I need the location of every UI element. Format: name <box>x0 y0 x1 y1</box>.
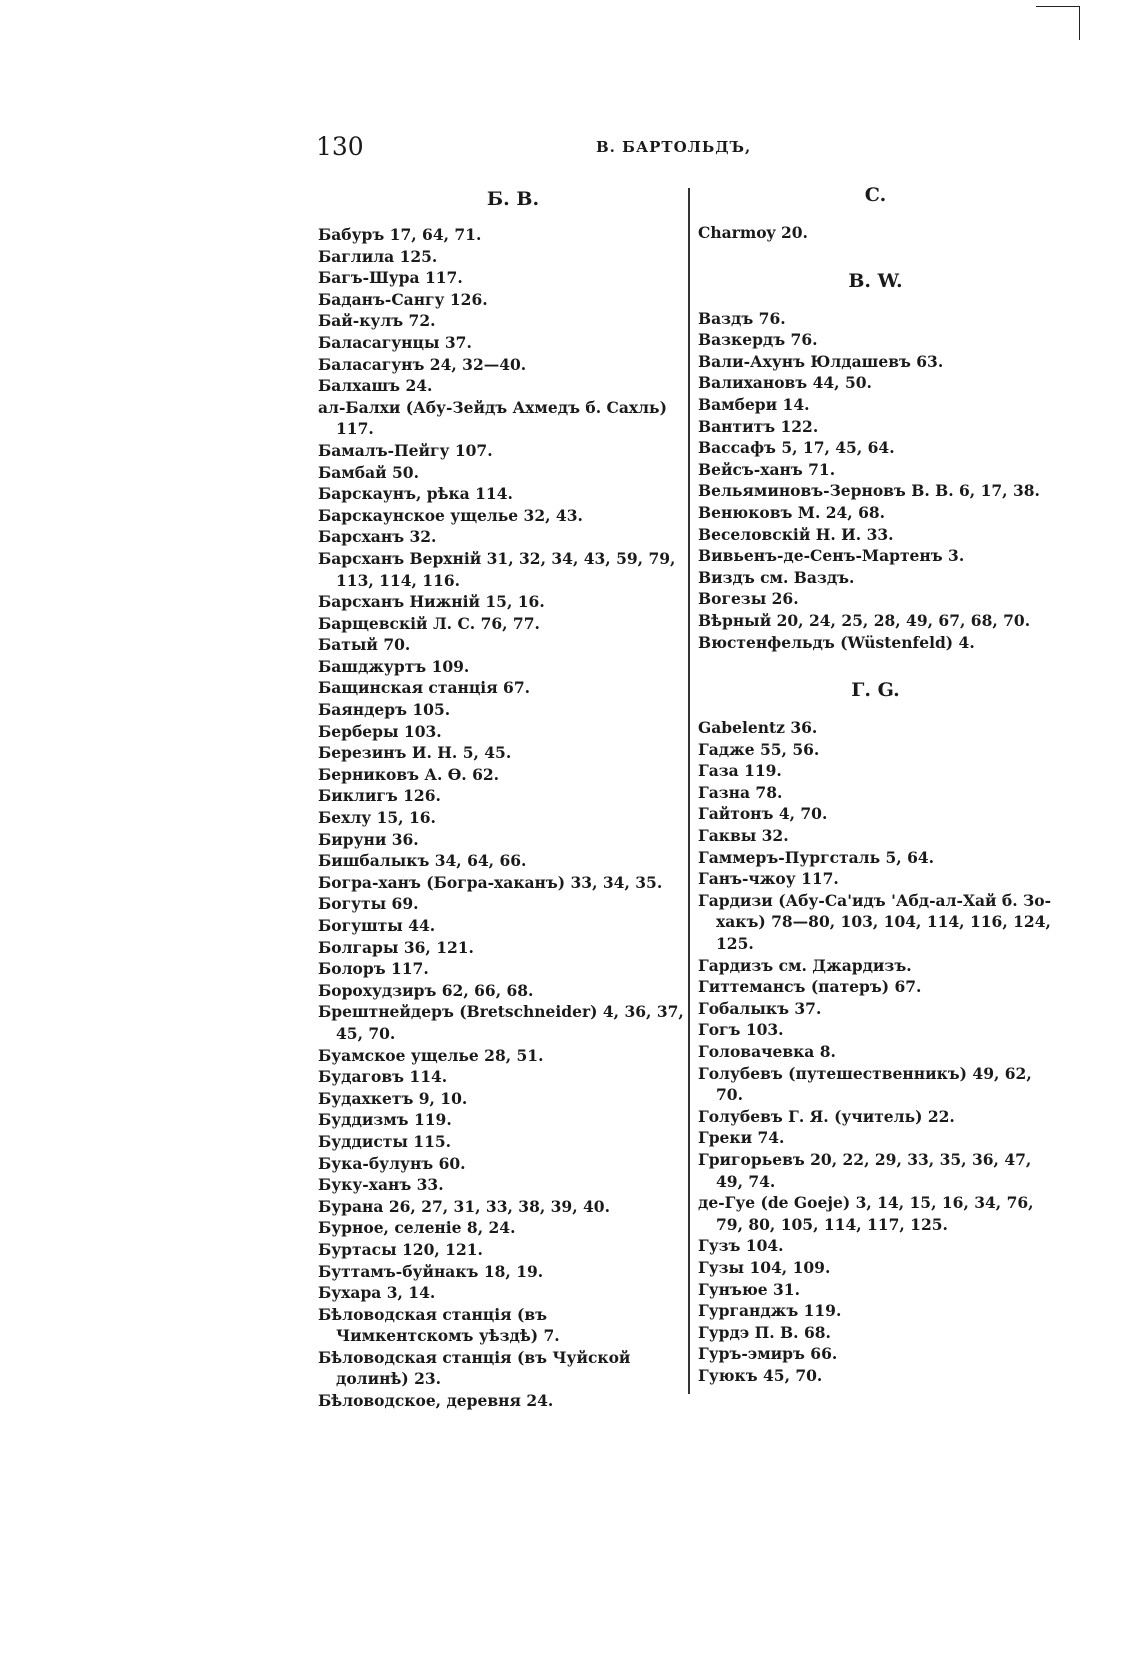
index-entry: Газа 119. <box>698 761 782 781</box>
section-heading: В. W. <box>848 269 903 292</box>
entry-list <box>698 308 1053 654</box>
page-edge-mark <box>1079 6 1080 40</box>
index-entry: Гардизъ см. Джардизъ. <box>698 955 912 975</box>
index-entry: Голубевъ (путешественникъ) 49, 62, 70. <box>698 1063 1032 1105</box>
index-entry: Григорьевъ 20, 22, 29, 33, 35, 36, 47, 49, 74. <box>698 1149 1032 1191</box>
index-entry: Бехлу 15, 16. <box>318 808 436 828</box>
index-entry: Багъ-Шура 117. <box>318 268 463 288</box>
index-entry: Богушты 44. <box>318 916 436 935</box>
index-entry: ал-Балхи (Абу-Зейдъ Ахмедъ б. Сахль) 117. <box>318 397 667 439</box>
index-entry: Буттамъ-буйнакъ 18, 19. <box>318 1261 544 1281</box>
index-entry: Бащинская станція 67. <box>318 678 531 698</box>
index-entry: Венюковъ М. 24, 68. <box>698 502 886 522</box>
index-entry: Гогъ 103. <box>698 1020 784 1040</box>
index-entry: Вѣрный 20, 24, 25, 28, 49, 67, 68, 70. <box>698 610 1031 630</box>
section-heading: Г. G. <box>851 679 900 702</box>
index-entry: Бамбай 50. <box>318 462 419 482</box>
index-entry: Гузъ 104. <box>698 1236 784 1256</box>
index-entry: Богуты 69. <box>318 894 419 914</box>
index-entry: Гурдэ П. В. 68. <box>698 1322 831 1342</box>
index-entry: Валихановъ 44, 50. <box>698 373 872 393</box>
entry-list <box>318 224 688 1412</box>
index-entry: Бурана 26, 27, 31, 33, 38, 39, 40. <box>318 1196 610 1216</box>
index-entry: Буддизмъ 119. <box>318 1110 452 1130</box>
index-entry: Башджуртъ 109. <box>318 656 470 676</box>
index-entry: Гаммеръ-Пургсталь 5, 64. <box>698 847 935 867</box>
index-entry: Бѣловодская станція (въ Чимкентскомъ уѣздѣ) 7. <box>318 1304 560 1346</box>
index-column-left <box>318 188 688 1412</box>
index-entry: Вамбери 14. <box>698 394 810 414</box>
index-entry: Богра-ханъ (Богра-хаканъ) 33, 34, 35. <box>318 872 663 892</box>
index-entry: де-Гуе (de Goeje) 3, 14, 15, 16, 34, 76, 79, 80, 105, 114, 117, 125. <box>698 1193 1034 1234</box>
index-entry: Баласагунъ 24, 32—40. <box>318 354 527 374</box>
index-entry: Бамалъ-Пейгу 107. <box>318 440 493 460</box>
index-entry: Виздъ см. Ваздъ. <box>698 567 855 587</box>
index-entry: Вейсъ-ханъ 71. <box>698 459 836 479</box>
index-entry: Гузы 104, 109. <box>698 1257 831 1277</box>
index-entry: Гиттемансъ (патеръ) 67. <box>698 977 922 997</box>
index-entry: Гуръ-эмиръ 66. <box>698 1344 838 1364</box>
index-entry: Головачевка 8. <box>698 1042 836 1061</box>
index-entry: Барскаунъ, рѣка 114. <box>318 484 513 504</box>
index-entry: Бишбалыкъ 34, 64, 66. <box>318 851 527 871</box>
section-heading: C. <box>864 184 887 206</box>
index-entry: Гайтонъ 4, 70. <box>698 804 828 824</box>
index-entry: Барщевскій Л. С. 76, 77. <box>318 613 540 633</box>
index-entry: Бѣловодское, деревня 24. <box>318 1391 554 1411</box>
index-entry: Буамское ущелье 28, 51. <box>318 1045 544 1065</box>
index-entry: Голубевъ Г. Я. (учитель) 22. <box>698 1106 955 1126</box>
index-entry: Болгары 36, 121. <box>318 937 474 957</box>
index-entry: Баданъ-Сангу 126. <box>318 289 488 309</box>
index-entry: Газна 78. <box>698 782 783 802</box>
index-entry: Барсханъ 32. <box>318 527 437 547</box>
index-entry: Бука-булунъ 60. <box>318 1153 466 1173</box>
index-entry: Борохудзиръ 62, 66, 68. <box>318 980 534 1000</box>
index-entry: Гуюкъ 45, 70. <box>698 1365 823 1385</box>
index-entry: Charmoy 20. <box>698 223 808 242</box>
running-head: В. БАРТОЛЬДЪ, <box>596 138 752 156</box>
index-entry: Вассафъ 5, 17, 45, 64. <box>698 438 895 458</box>
entry-list <box>698 222 1053 244</box>
section-heading: Б. В. <box>486 188 540 210</box>
index-entry: Gabelentz 36. <box>698 718 818 738</box>
index-entry: Вали-Ахунъ Юлдашевъ 63. <box>698 351 944 371</box>
index-entry: Вогезы 26. <box>698 589 799 609</box>
index-entry: Бай-кулъ 72. <box>318 311 436 331</box>
index-entry: Ганъ-чжоу 117. <box>698 869 839 889</box>
index-entry: Берниковъ А. Ѳ. 62. <box>318 764 500 784</box>
index-entry: Вюстенфельдъ (Wüstenfeld) 4. <box>698 632 975 652</box>
index-entry: Берберы 103. <box>318 721 442 741</box>
index-entry: Гадже 55, 56. <box>698 739 820 759</box>
index-entry: Болоръ 117. <box>318 959 429 979</box>
index-entry: Будаговъ 114. <box>318 1067 448 1087</box>
index-entry: Греки 74. <box>698 1128 785 1148</box>
index-column-right <box>698 184 1053 1387</box>
index-entry: Бабуръ 17, 64, 71. <box>318 225 482 244</box>
index-entry: Вазкердъ 76. <box>698 330 818 350</box>
index-entry: Брештнейдеръ (Bretschneider) 4, 36, 37, 45, 70. <box>318 1002 684 1043</box>
index-entry: Баглила 125. <box>318 246 438 266</box>
index-entry: Вантитъ 122. <box>698 416 819 436</box>
index-entry: Бурное, селеніе 8, 24. <box>318 1218 516 1238</box>
column-divider <box>688 188 690 1394</box>
index-entry: Гардизи (Абу-Са'идъ 'Абд-ал-Хай б. Зо-хакъ) 78—80, 103, 104, 114, 116, 124, 125. <box>698 890 1052 954</box>
index-entry: Вельяминовъ-Зерновъ В. В. 6, 17, 38. <box>698 481 1040 501</box>
index-entry: Веселовскій Н. И. 33. <box>698 524 894 544</box>
index-entry: Балхашъ 24. <box>318 376 433 396</box>
index-entry: Барсханъ Нижній 15, 16. <box>318 592 545 612</box>
index-entry: Будахкетъ 9, 10. <box>318 1088 468 1108</box>
index-entry: Батый 70. <box>318 635 411 655</box>
entry-list <box>698 717 1053 1386</box>
index-entry: Гунъюе 31. <box>698 1279 800 1299</box>
index-entry: Бухара 3, 14. <box>318 1283 436 1303</box>
index-entry: Буку-ханъ 33. <box>318 1175 444 1195</box>
index-entry: Биклигъ 126. <box>318 786 441 806</box>
index-entry: Вивьенъ-де-Сенъ-Мартенъ 3. <box>698 546 965 566</box>
index-entry: Березинъ И. Н. 5, 45. <box>318 743 512 763</box>
index-entry: Бѣловодская станція (въ Чуйской долинѣ) 23. <box>318 1347 631 1389</box>
index-entry: Барскаунское ущелье 32, 43. <box>318 505 583 525</box>
page-number: 130 <box>316 132 364 161</box>
index-entry: Баяндеръ 105. <box>318 700 451 720</box>
index-entry: Баласагунцы 37. <box>318 332 472 352</box>
index-entry: Буртасы 120, 121. <box>318 1239 483 1259</box>
index-entry: Ваздъ 76. <box>698 308 786 328</box>
index-entry: Гурганджъ 119. <box>698 1301 842 1321</box>
index-entry: Гаквы 32. <box>698 826 789 846</box>
index-entry: Барсханъ Верхній 31, 32, 34, 43, 59, 79, 113, 114, 116. <box>318 548 676 590</box>
index-entry: Гобалыкъ 37. <box>698 998 822 1018</box>
page-corner-mark <box>1036 6 1080 7</box>
index-entry: Буддисты 115. <box>318 1131 452 1151</box>
index-entry: Бируни 36. <box>318 829 419 849</box>
